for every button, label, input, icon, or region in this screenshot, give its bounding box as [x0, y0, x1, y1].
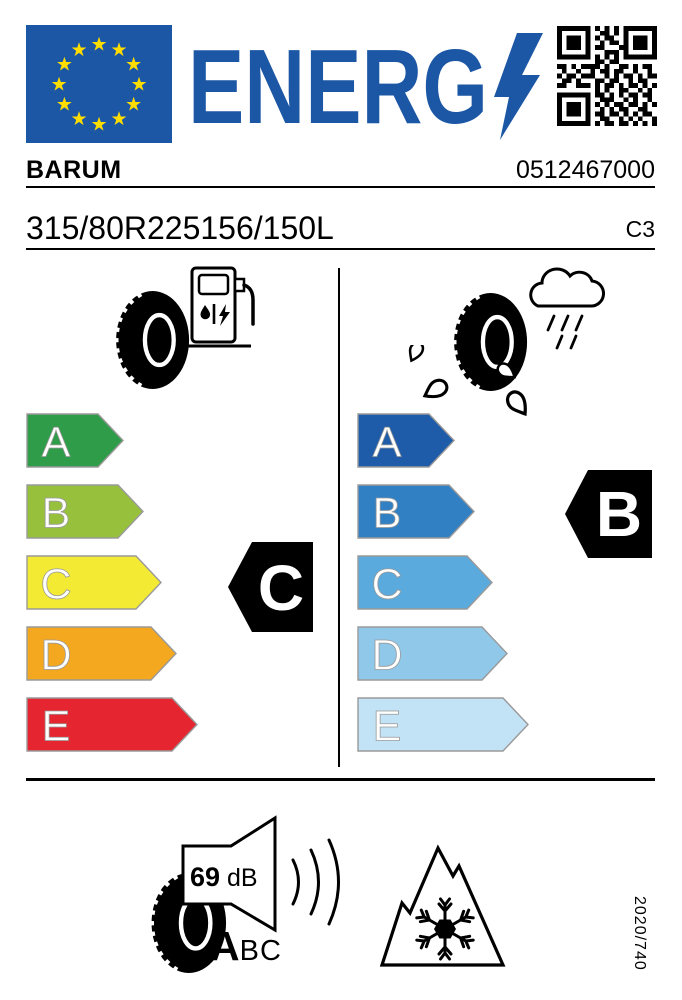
- divider-line: [26, 186, 655, 188]
- wet-grip-rating-letter: B: [595, 478, 643, 550]
- scale-letter-a: A: [41, 418, 71, 467]
- scale-letter-e: E: [41, 702, 71, 751]
- tire-icon: [95, 278, 191, 402]
- noise-class-others: BC: [239, 935, 282, 967]
- rain-cloud-icon: [518, 262, 610, 362]
- star-icon: ★: [125, 94, 143, 116]
- star-icon: ★: [130, 74, 148, 96]
- scale-letter-d: D: [40, 631, 72, 680]
- rain-drops: [548, 316, 582, 348]
- snowflake-mountain-icon: [378, 842, 508, 970]
- qr-code: [557, 26, 657, 126]
- scale-letter-e: E: [372, 702, 402, 751]
- noise-db-number: 69: [190, 862, 221, 892]
- divider-line: [26, 248, 655, 250]
- tire-designation: 315/80R225156/150L: [26, 210, 334, 246]
- scale-letter-d: D: [371, 631, 403, 680]
- scale-letter-a: A: [372, 418, 402, 467]
- star-icon: ★: [50, 74, 68, 96]
- regulation-number: 2020/740: [631, 896, 648, 971]
- divider-line: [26, 778, 655, 781]
- fuel-rating-letter: C: [257, 552, 305, 624]
- noise-db-unit: dB: [227, 864, 258, 892]
- tire-class: C3: [625, 216, 655, 242]
- noise-class: [210, 923, 282, 969]
- star-icon: ★: [125, 54, 143, 76]
- star-icon: ★: [90, 34, 108, 56]
- lightning-bolt-icon: [494, 33, 543, 140]
- energ-logo-text: ENERG: [188, 28, 488, 146]
- brand-name: BARUM: [26, 156, 122, 184]
- star-icon: ★: [70, 109, 88, 131]
- scale-letter-c: C: [371, 560, 403, 609]
- star-icon: ★: [55, 54, 73, 76]
- star-icon: ★: [55, 94, 73, 116]
- fuel-efficiency-scale: [26, 413, 226, 753]
- star-icon: ★: [70, 39, 88, 61]
- scale-letter-c: C: [40, 560, 72, 609]
- fuel-rating-indicator: [228, 542, 314, 633]
- scale-letter-b: B: [41, 489, 71, 538]
- sound-waves-icon: [287, 828, 357, 933]
- column-divider: [338, 268, 340, 767]
- eu-flag-icon: [26, 25, 172, 143]
- product-code: 0512467000: [515, 156, 655, 184]
- fuel-pump-icon: [188, 260, 262, 354]
- scale-letter-b: B: [372, 489, 402, 538]
- star-icon: ★: [110, 39, 128, 61]
- energ-logo: [183, 28, 568, 146]
- star-icon: ★: [110, 109, 128, 131]
- wet-grip-scale: [357, 413, 557, 753]
- star-icon: ★: [90, 114, 108, 136]
- noise-class-rating: A: [210, 923, 240, 969]
- wet-grip-rating-indicator: [565, 470, 653, 559]
- noise-value: [190, 862, 258, 893]
